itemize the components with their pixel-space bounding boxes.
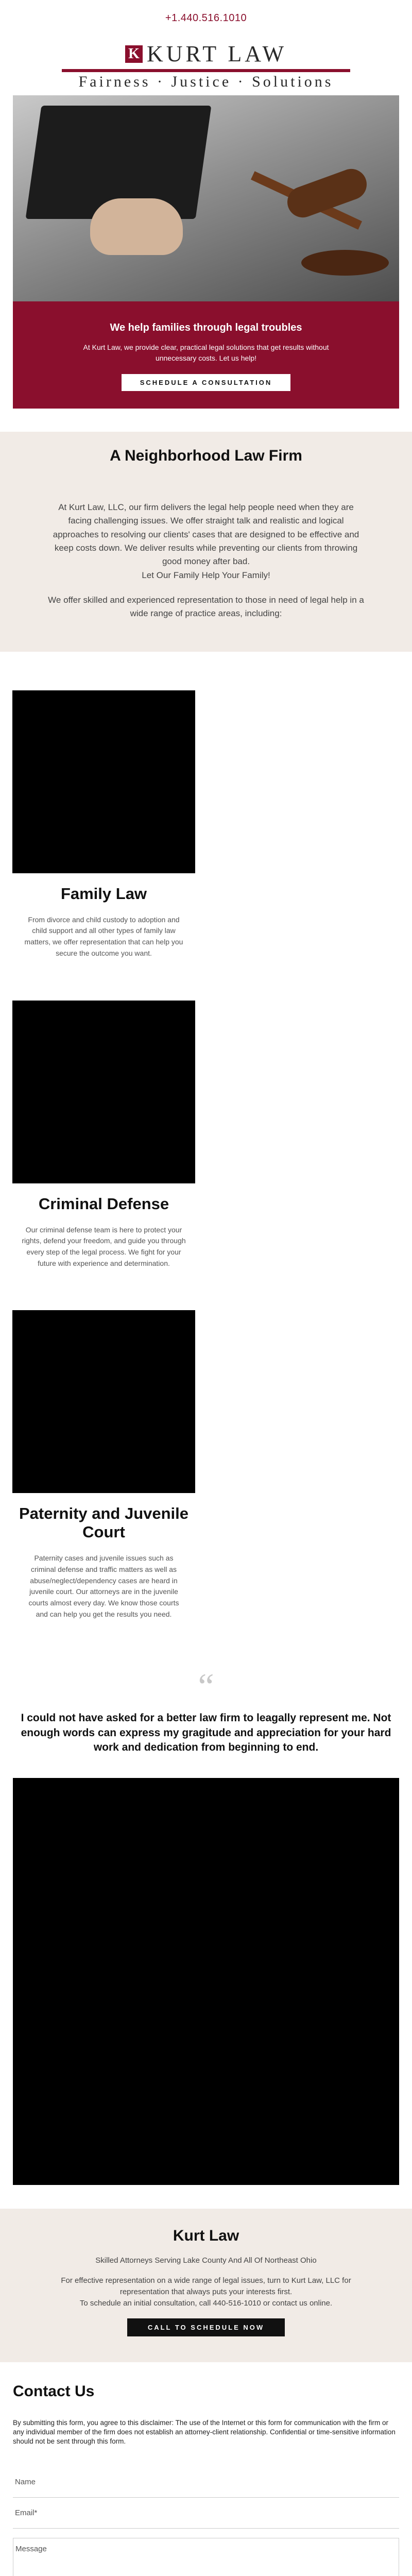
hero-text: At Kurt Law, we provide clear, practical legal solutions that get results without unnecessary costs. Let us help! <box>83 343 329 362</box>
name-field[interactable]: Name <box>13 2467 399 2498</box>
practice-family-law <box>12 690 195 959</box>
call-to-schedule-button[interactable]: CALL TO SCHEDULE NOW <box>127 2318 285 2336</box>
practice-text: Paternity cases and juvenile issues such as criminal defense and traffic matters as well as abuse/neglect/dependency cases are heard in juvenile court. Our attorneys are in the juvenile courts almost every day. We know those courts and can help you get the results you need. <box>28 1554 179 1618</box>
testimonial-text: I could not have asked for a better law firm to leagally represent me. Not enough words can express my gragitude and appreciation for your hard work and dedication from beginning to end. <box>21 1712 391 1754</box>
hero-image <box>13 95 399 301</box>
about-section <box>0 2209 412 2362</box>
schedule-consultation-button[interactable]: SCHEDULE A CONSULTATION <box>122 374 291 391</box>
about-heading: Kurt Law <box>173 2227 239 2245</box>
logo-tagline: Fairness · Justice · Solutions <box>78 73 334 90</box>
intro-paragraph-1-text: At Kurt Law, LLC, our firm delivers the legal help people need when they are facing challenging issues. We offer straight talk and realistic and logical approaches to resolving our clients' cases that are designed to be effective and keep costs down. We deliver results while preventing our clients from throwing good money after bad. <box>53 502 359 567</box>
practice-text: Our criminal defense team is here to protect your rights, defend your freedom, and guide you through every step of the legal process. We fight for your future with experience and determination. <box>22 1225 186 1267</box>
about-text-2: To schedule an initial consultation, call 440-516-1010 or contact us online. <box>79 2298 333 2308</box>
intro-heading: A Neighborhood Law Firm <box>110 447 302 464</box>
practice-image <box>12 1001 195 1183</box>
logo-initial: K <box>125 45 143 63</box>
contact-heading: Contact Us <box>13 2382 95 2400</box>
practice-title: Criminal Defense <box>38 1194 169 1213</box>
hand-graphic <box>90 198 183 255</box>
logo-mark <box>125 41 287 67</box>
practice-title: Family Law <box>60 884 147 903</box>
logo-name: KURT LAW <box>147 41 287 66</box>
intro-paragraph-1 <box>46 501 366 582</box>
hero-title: We help families through legal troubles <box>110 322 302 333</box>
about-subheading: Skilled Attorneys Serving Lake County And All Of Northeast Ohio <box>95 2256 317 2265</box>
video-player[interactable] <box>13 1778 399 2185</box>
practice-image <box>12 1310 195 1493</box>
email-field[interactable]: Email* <box>13 2498 399 2529</box>
practice-image <box>12 690 195 873</box>
logo-divider <box>62 69 350 72</box>
contact-section <box>0 2362 412 2576</box>
intro-slogan: Let Our Family Help Your Family! <box>142 570 270 580</box>
practice-criminal-defense <box>12 1001 195 1269</box>
intro-section <box>0 432 412 652</box>
intro-paragraph-2: We offer skilled and experienced representation to those in need of legal help in a wide range of practice areas, including: <box>48 595 364 619</box>
practice-paternity-juvenile <box>12 1310 195 1620</box>
site-logo[interactable] <box>0 36 412 95</box>
message-field[interactable]: Message <box>13 2538 399 2576</box>
quote-icon: “ <box>198 1667 214 1707</box>
contact-disclaimer: By submitting this form, you agree to this disclaimer: The use of the Internet or this form for communication with the firm or any individual member of the firm does not establish an attorney-client relationship. Confidential or time-sensitive information should not be sent through this form. <box>13 2418 396 2446</box>
header-phone-link[interactable]: +1.440.516.1010 <box>165 12 247 24</box>
top-bar <box>0 0 412 36</box>
sound-block-graphic <box>301 250 389 276</box>
hero-banner <box>13 301 399 409</box>
practice-text: From divorce and child custody to adoption and child support and all other types of family law matters, we offer representation that can help you secure the outcome you want. <box>24 915 183 957</box>
practice-title: Paternity and Juvenile Court <box>19 1504 189 1541</box>
about-text-1: For effective representation on a wide range of legal issues, turn to Kurt Law, LLC for representation that always puts your interests first. <box>61 2276 351 2297</box>
